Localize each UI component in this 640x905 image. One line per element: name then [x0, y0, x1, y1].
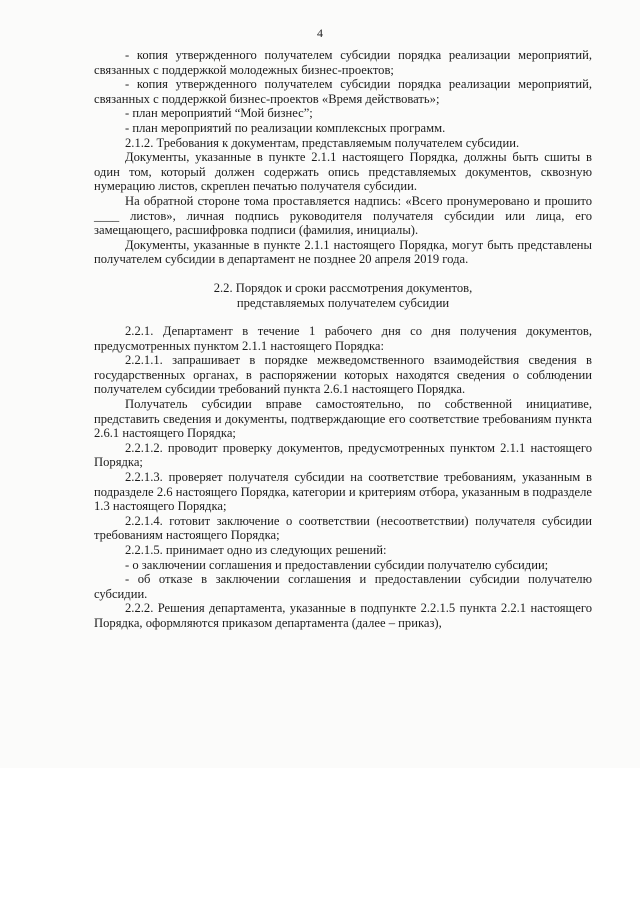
paragraph: 2.2.2. Решения департамента, указанные в подпункте 2.2.1.5 пункта 2.2.1 настоящего Порядка, оформляются приказом департамента (далее – приказ),: [94, 601, 592, 630]
paragraph: 2.2.1. Департамент в течение 1 рабочего дня со дня получения документов, предусмотренных пунктом 2.1.1 настоящего Порядка:: [94, 324, 592, 353]
paragraph: - копия утвержденного получателем субсидии порядка реализации мероприятий, связанных с поддержкой молодежных бизнес-проектов;: [94, 48, 592, 77]
document-body: [94, 48, 592, 631]
paragraph: - копия утвержденного получателем субсидии порядка реализации мероприятий, связанных с поддержкой бизнес-проектов «Время действовать»;: [94, 77, 592, 106]
paragraph: 2.1.2. Требования к документам, представляемым получателем субсидии.: [125, 135, 520, 150]
paragraph: 2.2.1.1. запрашивает в порядке межведомственного взаимодействия сведения в государственных органах, в распоряжении которых находятся сведения о соблюдении получателем субсидии требований пункта 2.6.1 настоящего Порядка.: [94, 353, 592, 397]
paragraph: - план мероприятий по реализации комплексных программ.: [125, 120, 446, 135]
section-title: [94, 281, 592, 310]
paragraph: 2.2.1.4. готовит заключение о соответствии (несоответствии) получателя субсидии требованиям настоящего Порядка;: [94, 513, 592, 543]
paragraph: На обратной стороне тома проставляется надпись: «Всего пронумеровано и прошито ____ листов», личная подпись руководителя получателя субсидии или лица, его замещающего, расшифровка подписи (фамилия, инициалы).: [94, 193, 592, 238]
paragraph: 2.2.1.5. принимает одно из следующих решений:: [125, 543, 387, 557]
paragraph: Получатель субсидии вправе самостоятельно, по собственной инициативе, представить сведения и документы, подтверждающие его соответствие требованиям пункта 2.6.1 настоящего Порядка;: [94, 397, 592, 441]
paragraph: 2.2.1.3. проверяет получателя субсидии на соответствие требованиям, указанным в подразделе 2.6 настоящего Порядка, категории и критериям отбора, указанным в подразделе 1.3 настоящего Порядка;: [94, 470, 592, 514]
paragraph: - план мероприятий “Мой бизнес”;: [125, 106, 313, 121]
section-title-line2: представляемых получателем субсидии: [236, 295, 450, 310]
page-number: 4: [317, 26, 323, 40]
blank-area: [0, 768, 640, 905]
paragraph: 2.2.1.2. проводит проверку документов, предусмотренных пунктом 2.1.1 настоящего Порядка;: [94, 440, 592, 470]
paragraph: - об отказе в заключении соглашения и предоставлении субсидии получателю субсидии.: [94, 572, 592, 601]
section-title-line1: 2.2. Порядок и сроки рассмотрения документов,: [213, 280, 473, 295]
paragraph: - о заключении соглашения и предоставлении субсидии получателю субсидии;: [125, 557, 549, 572]
paragraph: Документы, указанные в пункте 2.1.1 настоящего Порядка, могут быть представлены получателем субсидии в департамент не позднее 20 апреля 2019 года.: [94, 237, 592, 267]
paragraph: Документы, указанные в пункте 2.1.1 настоящего Порядка, должны быть сшиты в один том, который должен содержать опись представляемых документов, сквозную нумерацию листов, скреплен печатью получателя субсидии.: [94, 150, 592, 194]
